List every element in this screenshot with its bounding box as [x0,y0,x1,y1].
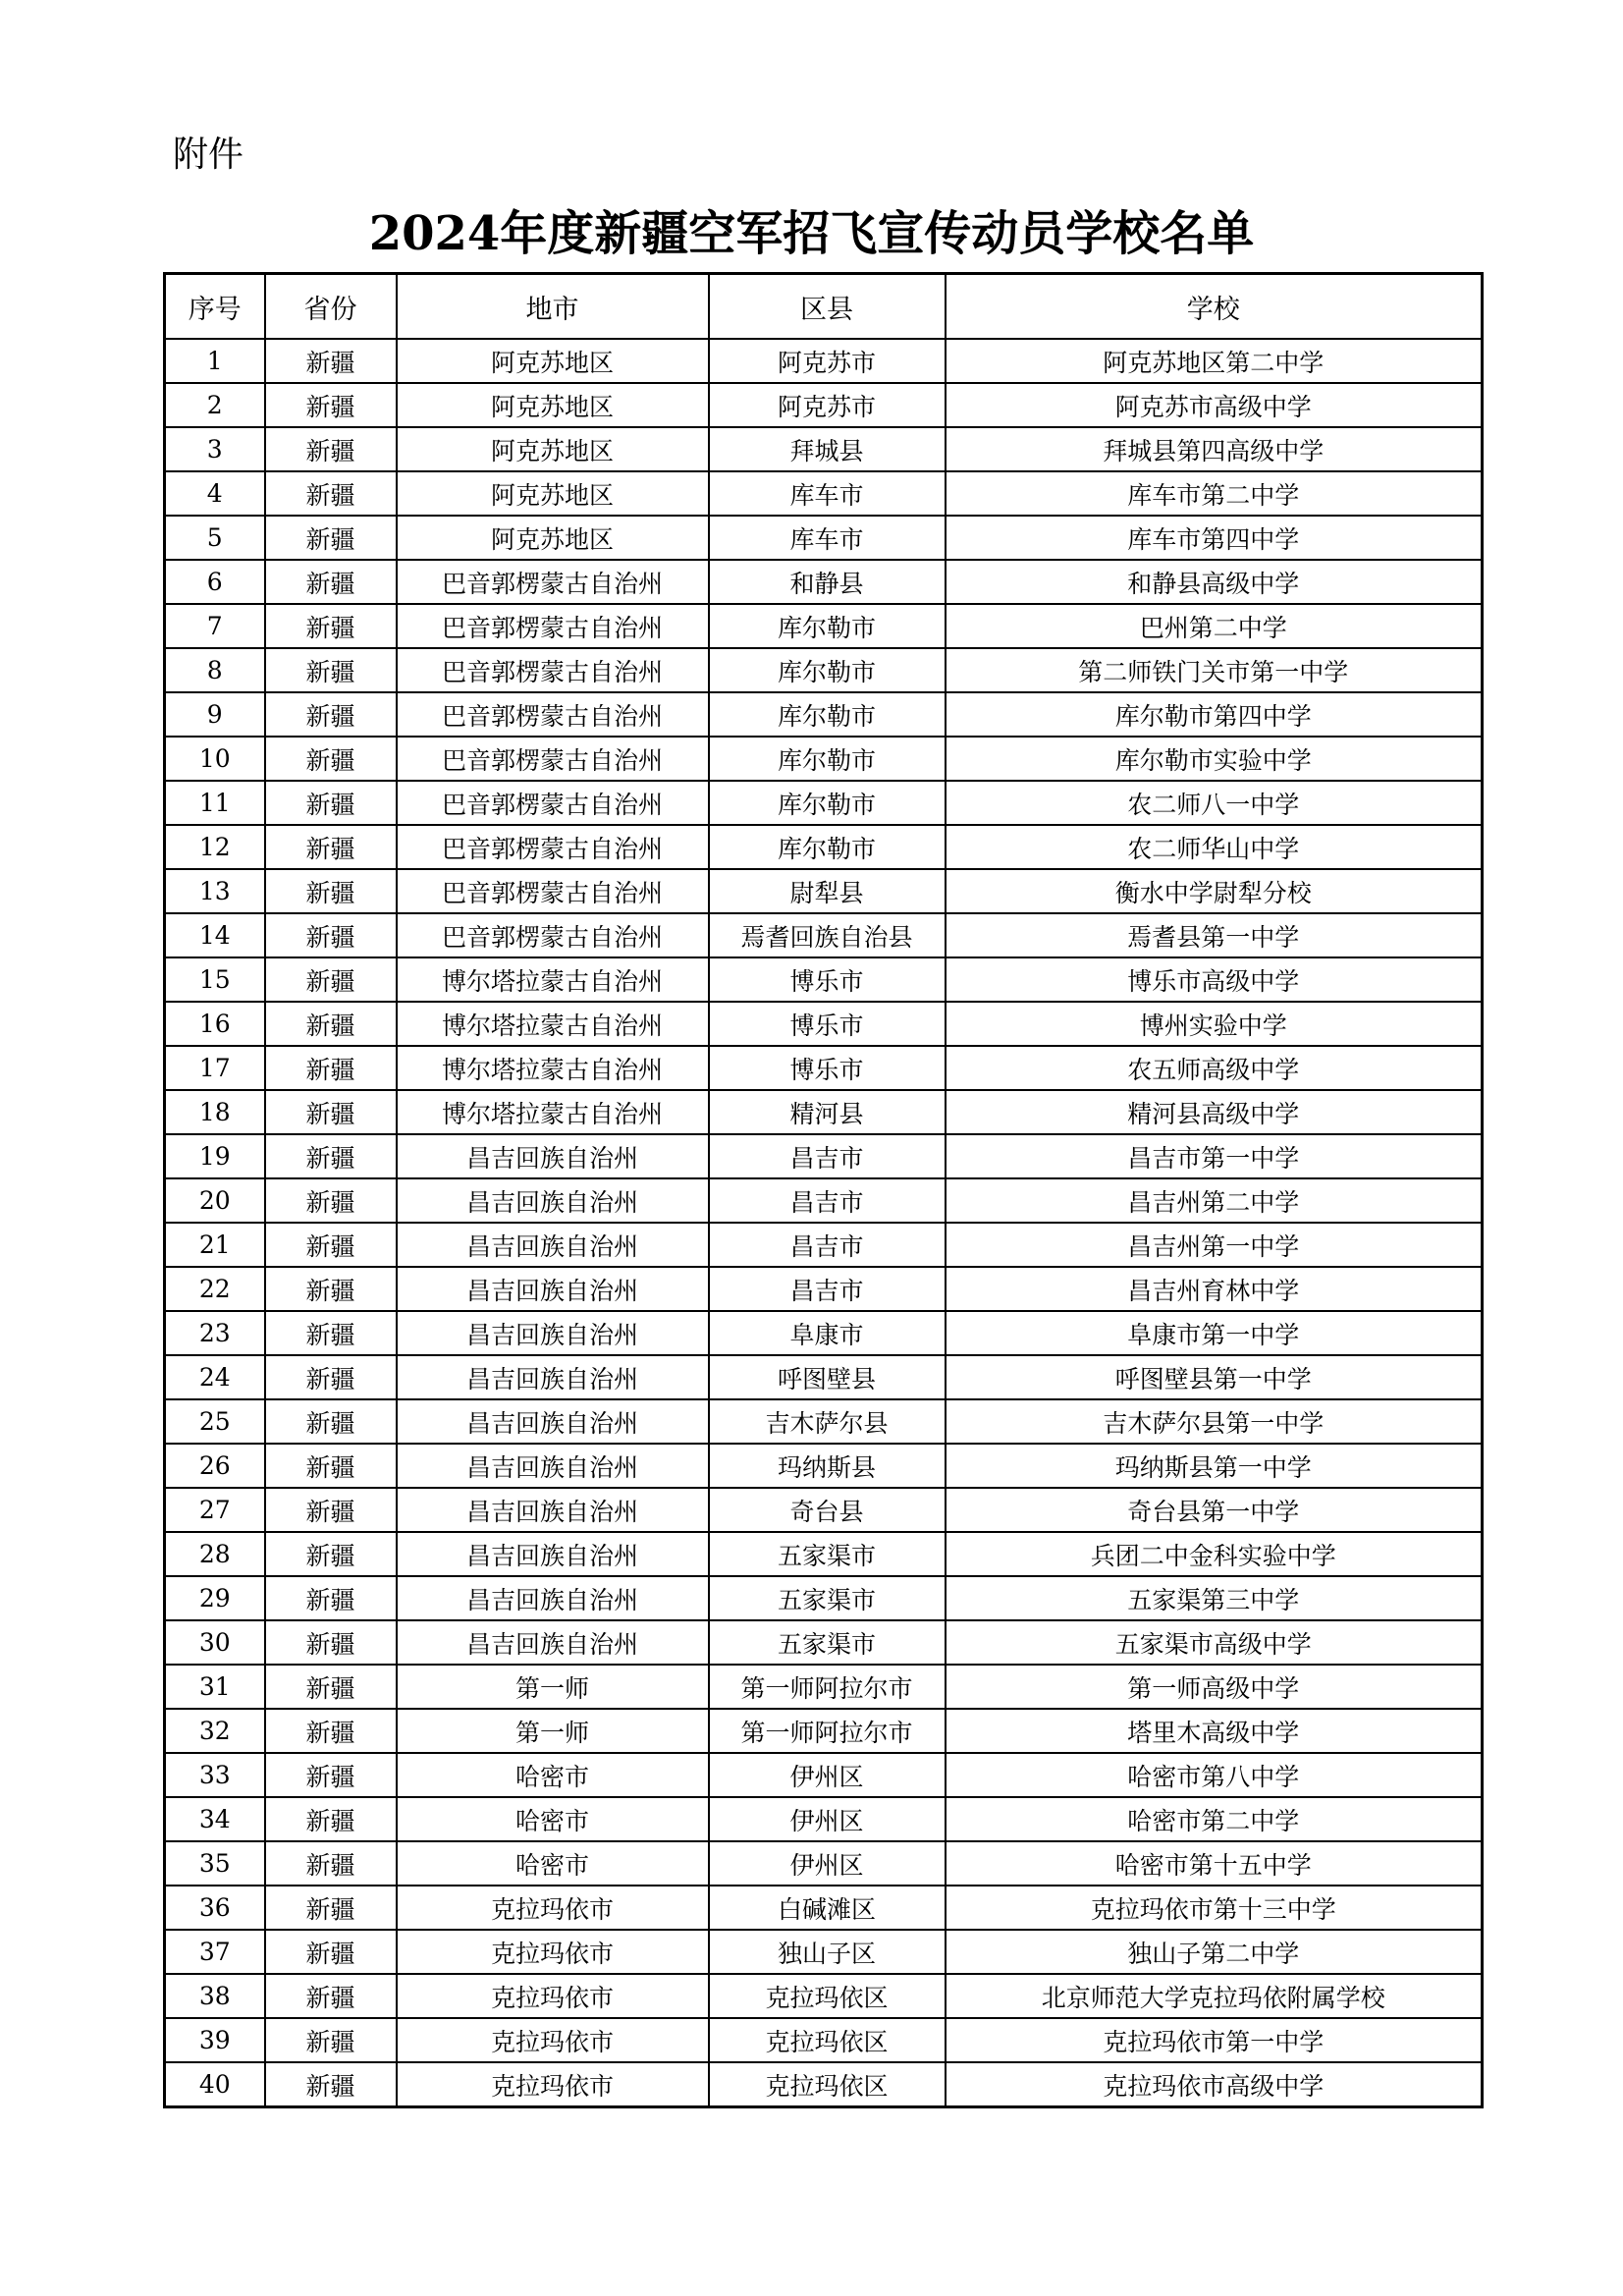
cell-index: 32 [165,1709,265,1753]
table-row [165,1974,1483,2018]
cell-province: 新疆 [265,471,397,516]
cell-county: 尉犁县 [709,869,946,913]
cell-county: 库车市 [709,471,946,516]
cell-index: 27 [165,1488,265,1532]
table-row [165,1178,1483,1223]
cell-city: 博尔塔拉蒙古自治州 [397,957,709,1002]
cell-school: 巴州第二中学 [946,604,1483,648]
table-row [165,1355,1483,1399]
cell-province: 新疆 [265,869,397,913]
cell-index: 9 [165,692,265,737]
cell-school: 奇台县第一中学 [946,1488,1483,1532]
cell-index: 35 [165,1841,265,1886]
table-row [165,1576,1483,1620]
cell-city: 第一师 [397,1665,709,1709]
cell-city: 克拉玛依市 [397,2062,709,2107]
header-county: 区县 [709,274,946,340]
header-city: 地市 [397,274,709,340]
cell-province: 新疆 [265,648,397,692]
table-row [165,1532,1483,1576]
cell-index: 21 [165,1223,265,1267]
table-row [165,1709,1483,1753]
table-row [165,1753,1483,1797]
cell-province: 新疆 [265,1974,397,2018]
table-row [165,1090,1483,1134]
cell-province: 新疆 [265,1753,397,1797]
cell-school: 衡水中学尉犁分校 [946,869,1483,913]
cell-index: 36 [165,1886,265,1930]
table-row [165,1488,1483,1532]
cell-county: 库车市 [709,516,946,560]
table-row [165,1886,1483,1930]
table-body [165,339,1483,2107]
table-row [165,648,1483,692]
cell-county: 焉耆回族自治县 [709,913,946,957]
cell-index: 38 [165,1974,265,2018]
table-row [165,471,1483,516]
cell-school: 库车市第二中学 [946,471,1483,516]
cell-city: 阿克苏地区 [397,383,709,427]
cell-city: 克拉玛依市 [397,1930,709,1974]
table-row [165,1620,1483,1665]
cell-province: 新疆 [265,1709,397,1753]
cell-index: 25 [165,1399,265,1444]
table-row [165,869,1483,913]
cell-province: 新疆 [265,427,397,471]
cell-province: 新疆 [265,1665,397,1709]
cell-county: 和静县 [709,560,946,604]
cell-school: 第二师铁门关市第一中学 [946,648,1483,692]
cell-city: 昌吉回族自治州 [397,1223,709,1267]
cell-province: 新疆 [265,692,397,737]
cell-school: 吉木萨尔县第一中学 [946,1399,1483,1444]
cell-county: 昌吉市 [709,1267,946,1311]
cell-school: 库车市第四中学 [946,516,1483,560]
cell-city: 巴音郭楞蒙古自治州 [397,648,709,692]
cell-city: 昌吉回族自治州 [397,1620,709,1665]
cell-city: 克拉玛依市 [397,2018,709,2062]
cell-index: 13 [165,869,265,913]
cell-county: 伊州区 [709,1753,946,1797]
table-row [165,957,1483,1002]
cell-province: 新疆 [265,516,397,560]
header-school: 学校 [946,274,1483,340]
cell-city: 巴音郭楞蒙古自治州 [397,913,709,957]
table-row [165,560,1483,604]
cell-county: 库尔勒市 [709,604,946,648]
cell-county: 吉木萨尔县 [709,1399,946,1444]
cell-county: 昌吉市 [709,1178,946,1223]
cell-school: 哈密市第八中学 [946,1753,1483,1797]
cell-city: 昌吉回族自治州 [397,1576,709,1620]
cell-city: 第一师 [397,1709,709,1753]
cell-county: 库尔勒市 [709,737,946,781]
cell-index: 26 [165,1444,265,1488]
cell-school: 和静县高级中学 [946,560,1483,604]
cell-county: 伊州区 [709,1797,946,1841]
cell-province: 新疆 [265,1223,397,1267]
cell-county: 阜康市 [709,1311,946,1355]
cell-index: 18 [165,1090,265,1134]
cell-school: 独山子第二中学 [946,1930,1483,1974]
cell-school: 博州实验中学 [946,1002,1483,1046]
cell-index: 33 [165,1753,265,1797]
cell-index: 22 [165,1267,265,1311]
cell-index: 12 [165,825,265,869]
cell-province: 新疆 [265,957,397,1002]
cell-city: 昌吉回族自治州 [397,1399,709,1444]
table-row [165,781,1483,825]
cell-school: 哈密市第十五中学 [946,1841,1483,1886]
cell-county: 五家渠市 [709,1620,946,1665]
cell-county: 昌吉市 [709,1134,946,1178]
cell-city: 巴音郭楞蒙古自治州 [397,604,709,648]
cell-province: 新疆 [265,1841,397,1886]
cell-index: 15 [165,957,265,1002]
table-row [165,1665,1483,1709]
cell-province: 新疆 [265,1576,397,1620]
cell-city: 巴音郭楞蒙古自治州 [397,781,709,825]
table-row [165,383,1483,427]
cell-province: 新疆 [265,781,397,825]
cell-school: 克拉玛依市第十三中学 [946,1886,1483,1930]
cell-province: 新疆 [265,825,397,869]
cell-index: 31 [165,1665,265,1709]
cell-city: 昌吉回族自治州 [397,1532,709,1576]
cell-school: 昌吉州第二中学 [946,1178,1483,1223]
cell-province: 新疆 [265,339,397,383]
cell-school: 精河县高级中学 [946,1090,1483,1134]
table-row [165,339,1483,383]
cell-province: 新疆 [265,1267,397,1311]
cell-school: 阿克苏地区第二中学 [946,339,1483,383]
cell-school: 农五师高级中学 [946,1046,1483,1090]
cell-school: 北京师范大学克拉玛依附属学校 [946,1974,1483,2018]
cell-county: 白碱滩区 [709,1886,946,1930]
table-row [165,1134,1483,1178]
cell-index: 34 [165,1797,265,1841]
cell-province: 新疆 [265,1134,397,1178]
cell-county: 精河县 [709,1090,946,1134]
cell-city: 昌吉回族自治州 [397,1178,709,1223]
table-row [165,427,1483,471]
cell-school: 五家渠第三中学 [946,1576,1483,1620]
table-row [165,1002,1483,1046]
cell-city: 昌吉回族自治州 [397,1311,709,1355]
cell-city: 巴音郭楞蒙古自治州 [397,692,709,737]
cell-county: 库尔勒市 [709,648,946,692]
cell-school: 农二师华山中学 [946,825,1483,869]
cell-index: 23 [165,1311,265,1355]
cell-index: 14 [165,913,265,957]
table-row [165,1841,1483,1886]
cell-county: 博乐市 [709,957,946,1002]
school-list-table [163,272,1484,2108]
cell-city: 昌吉回族自治州 [397,1355,709,1399]
cell-school: 拜城县第四高级中学 [946,427,1483,471]
cell-city: 阿克苏地区 [397,516,709,560]
table-header [165,274,1483,340]
cell-city: 巴音郭楞蒙古自治州 [397,560,709,604]
cell-city: 巴音郭楞蒙古自治州 [397,825,709,869]
cell-county: 第一师阿拉尔市 [709,1709,946,1753]
cell-school: 农二师八一中学 [946,781,1483,825]
cell-county: 克拉玛依区 [709,2062,946,2107]
table-row [165,1399,1483,1444]
cell-county: 五家渠市 [709,1532,946,1576]
cell-index: 2 [165,383,265,427]
cell-province: 新疆 [265,1930,397,1974]
cell-school: 克拉玛依市高级中学 [946,2062,1483,2107]
cell-school: 阿克苏市高级中学 [946,383,1483,427]
cell-city: 哈密市 [397,1797,709,1841]
cell-school: 哈密市第二中学 [946,1797,1483,1841]
cell-county: 昌吉市 [709,1223,946,1267]
cell-school: 玛纳斯县第一中学 [946,1444,1483,1488]
cell-county: 拜城县 [709,427,946,471]
cell-province: 新疆 [265,2062,397,2107]
page-title: 2024年度新疆空军招飞宣传动员学校名单 [368,206,1255,261]
table-row [165,2062,1483,2107]
cell-county: 库尔勒市 [709,692,946,737]
cell-province: 新疆 [265,1488,397,1532]
cell-province: 新疆 [265,1311,397,1355]
cell-index: 8 [165,648,265,692]
cell-county: 库尔勒市 [709,825,946,869]
table-row [165,1223,1483,1267]
cell-school: 克拉玛依市第一中学 [946,2018,1483,2062]
cell-city: 阿克苏地区 [397,339,709,383]
cell-province: 新疆 [265,1355,397,1399]
cell-index: 29 [165,1576,265,1620]
cell-city: 昌吉回族自治州 [397,1134,709,1178]
cell-province: 新疆 [265,737,397,781]
cell-county: 阿克苏市 [709,339,946,383]
cell-county: 五家渠市 [709,1576,946,1620]
cell-county: 第一师阿拉尔市 [709,1665,946,1709]
cell-province: 新疆 [265,1090,397,1134]
table-row [165,604,1483,648]
cell-city: 博尔塔拉蒙古自治州 [397,1090,709,1134]
cell-city: 昌吉回族自治州 [397,1444,709,1488]
header-province: 省份 [265,274,397,340]
cell-province: 新疆 [265,1620,397,1665]
cell-province: 新疆 [265,1886,397,1930]
cell-province: 新疆 [265,1797,397,1841]
cell-index: 5 [165,516,265,560]
cell-province: 新疆 [265,1178,397,1223]
cell-index: 39 [165,2018,265,2062]
cell-city: 阿克苏地区 [397,427,709,471]
cell-county: 博乐市 [709,1046,946,1090]
cell-county: 呼图壁县 [709,1355,946,1399]
table-row [165,516,1483,560]
cell-index: 1 [165,339,265,383]
cell-province: 新疆 [265,383,397,427]
header-index: 序号 [165,274,265,340]
cell-province: 新疆 [265,1002,397,1046]
cell-county: 库尔勒市 [709,781,946,825]
cell-city: 博尔塔拉蒙古自治州 [397,1046,709,1090]
cell-index: 4 [165,471,265,516]
cell-county: 玛纳斯县 [709,1444,946,1488]
table-row [165,737,1483,781]
cell-school: 呼图壁县第一中学 [946,1355,1483,1399]
cell-county: 奇台县 [709,1488,946,1532]
cell-county: 博乐市 [709,1002,946,1046]
cell-city: 巴音郭楞蒙古自治州 [397,869,709,913]
cell-school: 第一师高级中学 [946,1665,1483,1709]
cell-county: 阿克苏市 [709,383,946,427]
cell-index: 17 [165,1046,265,1090]
cell-city: 博尔塔拉蒙古自治州 [397,1002,709,1046]
cell-school: 五家渠市高级中学 [946,1620,1483,1665]
cell-city: 昌吉回族自治州 [397,1488,709,1532]
table-row [165,825,1483,869]
cell-province: 新疆 [265,1046,397,1090]
table-row [165,1444,1483,1488]
cell-school: 库尔勒市实验中学 [946,737,1483,781]
cell-index: 16 [165,1002,265,1046]
cell-province: 新疆 [265,1532,397,1576]
cell-index: 11 [165,781,265,825]
table-row [165,692,1483,737]
cell-school: 塔里木高级中学 [946,1709,1483,1753]
table-row [165,913,1483,957]
cell-city: 巴音郭楞蒙古自治州 [397,737,709,781]
cell-index: 6 [165,560,265,604]
attachment-label: 附件 [173,135,244,175]
table-row [165,1797,1483,1841]
cell-school: 焉耆县第一中学 [946,913,1483,957]
cell-index: 24 [165,1355,265,1399]
cell-school: 库尔勒市第四中学 [946,692,1483,737]
cell-city: 昌吉回族自治州 [397,1267,709,1311]
table-row [165,1267,1483,1311]
cell-province: 新疆 [265,913,397,957]
cell-school: 博乐市高级中学 [946,957,1483,1002]
cell-city: 阿克苏地区 [397,471,709,516]
cell-school: 昌吉市第一中学 [946,1134,1483,1178]
cell-city: 克拉玛依市 [397,1886,709,1930]
cell-city: 哈密市 [397,1841,709,1886]
cell-index: 19 [165,1134,265,1178]
cell-province: 新疆 [265,604,397,648]
cell-school: 阜康市第一中学 [946,1311,1483,1355]
cell-county: 伊州区 [709,1841,946,1886]
cell-index: 30 [165,1620,265,1665]
cell-province: 新疆 [265,1444,397,1488]
cell-school: 昌吉州第一中学 [946,1223,1483,1267]
cell-province: 新疆 [265,2018,397,2062]
cell-city: 哈密市 [397,1753,709,1797]
table-row [165,1930,1483,1974]
cell-index: 40 [165,2062,265,2107]
cell-school: 兵团二中金科实验中学 [946,1532,1483,1576]
cell-index: 20 [165,1178,265,1223]
cell-county: 独山子区 [709,1930,946,1974]
cell-index: 7 [165,604,265,648]
cell-index: 28 [165,1532,265,1576]
cell-city: 克拉玛依市 [397,1974,709,2018]
table-row [165,1311,1483,1355]
cell-index: 10 [165,737,265,781]
cell-county: 克拉玛依区 [709,1974,946,2018]
cell-index: 37 [165,1930,265,1974]
table-row [165,2018,1483,2062]
cell-province: 新疆 [265,1399,397,1444]
cell-province: 新疆 [265,560,397,604]
cell-index: 3 [165,427,265,471]
cell-county: 克拉玛依区 [709,2018,946,2062]
table-row [165,1046,1483,1090]
header-row [165,274,1483,340]
cell-school: 昌吉州育林中学 [946,1267,1483,1311]
